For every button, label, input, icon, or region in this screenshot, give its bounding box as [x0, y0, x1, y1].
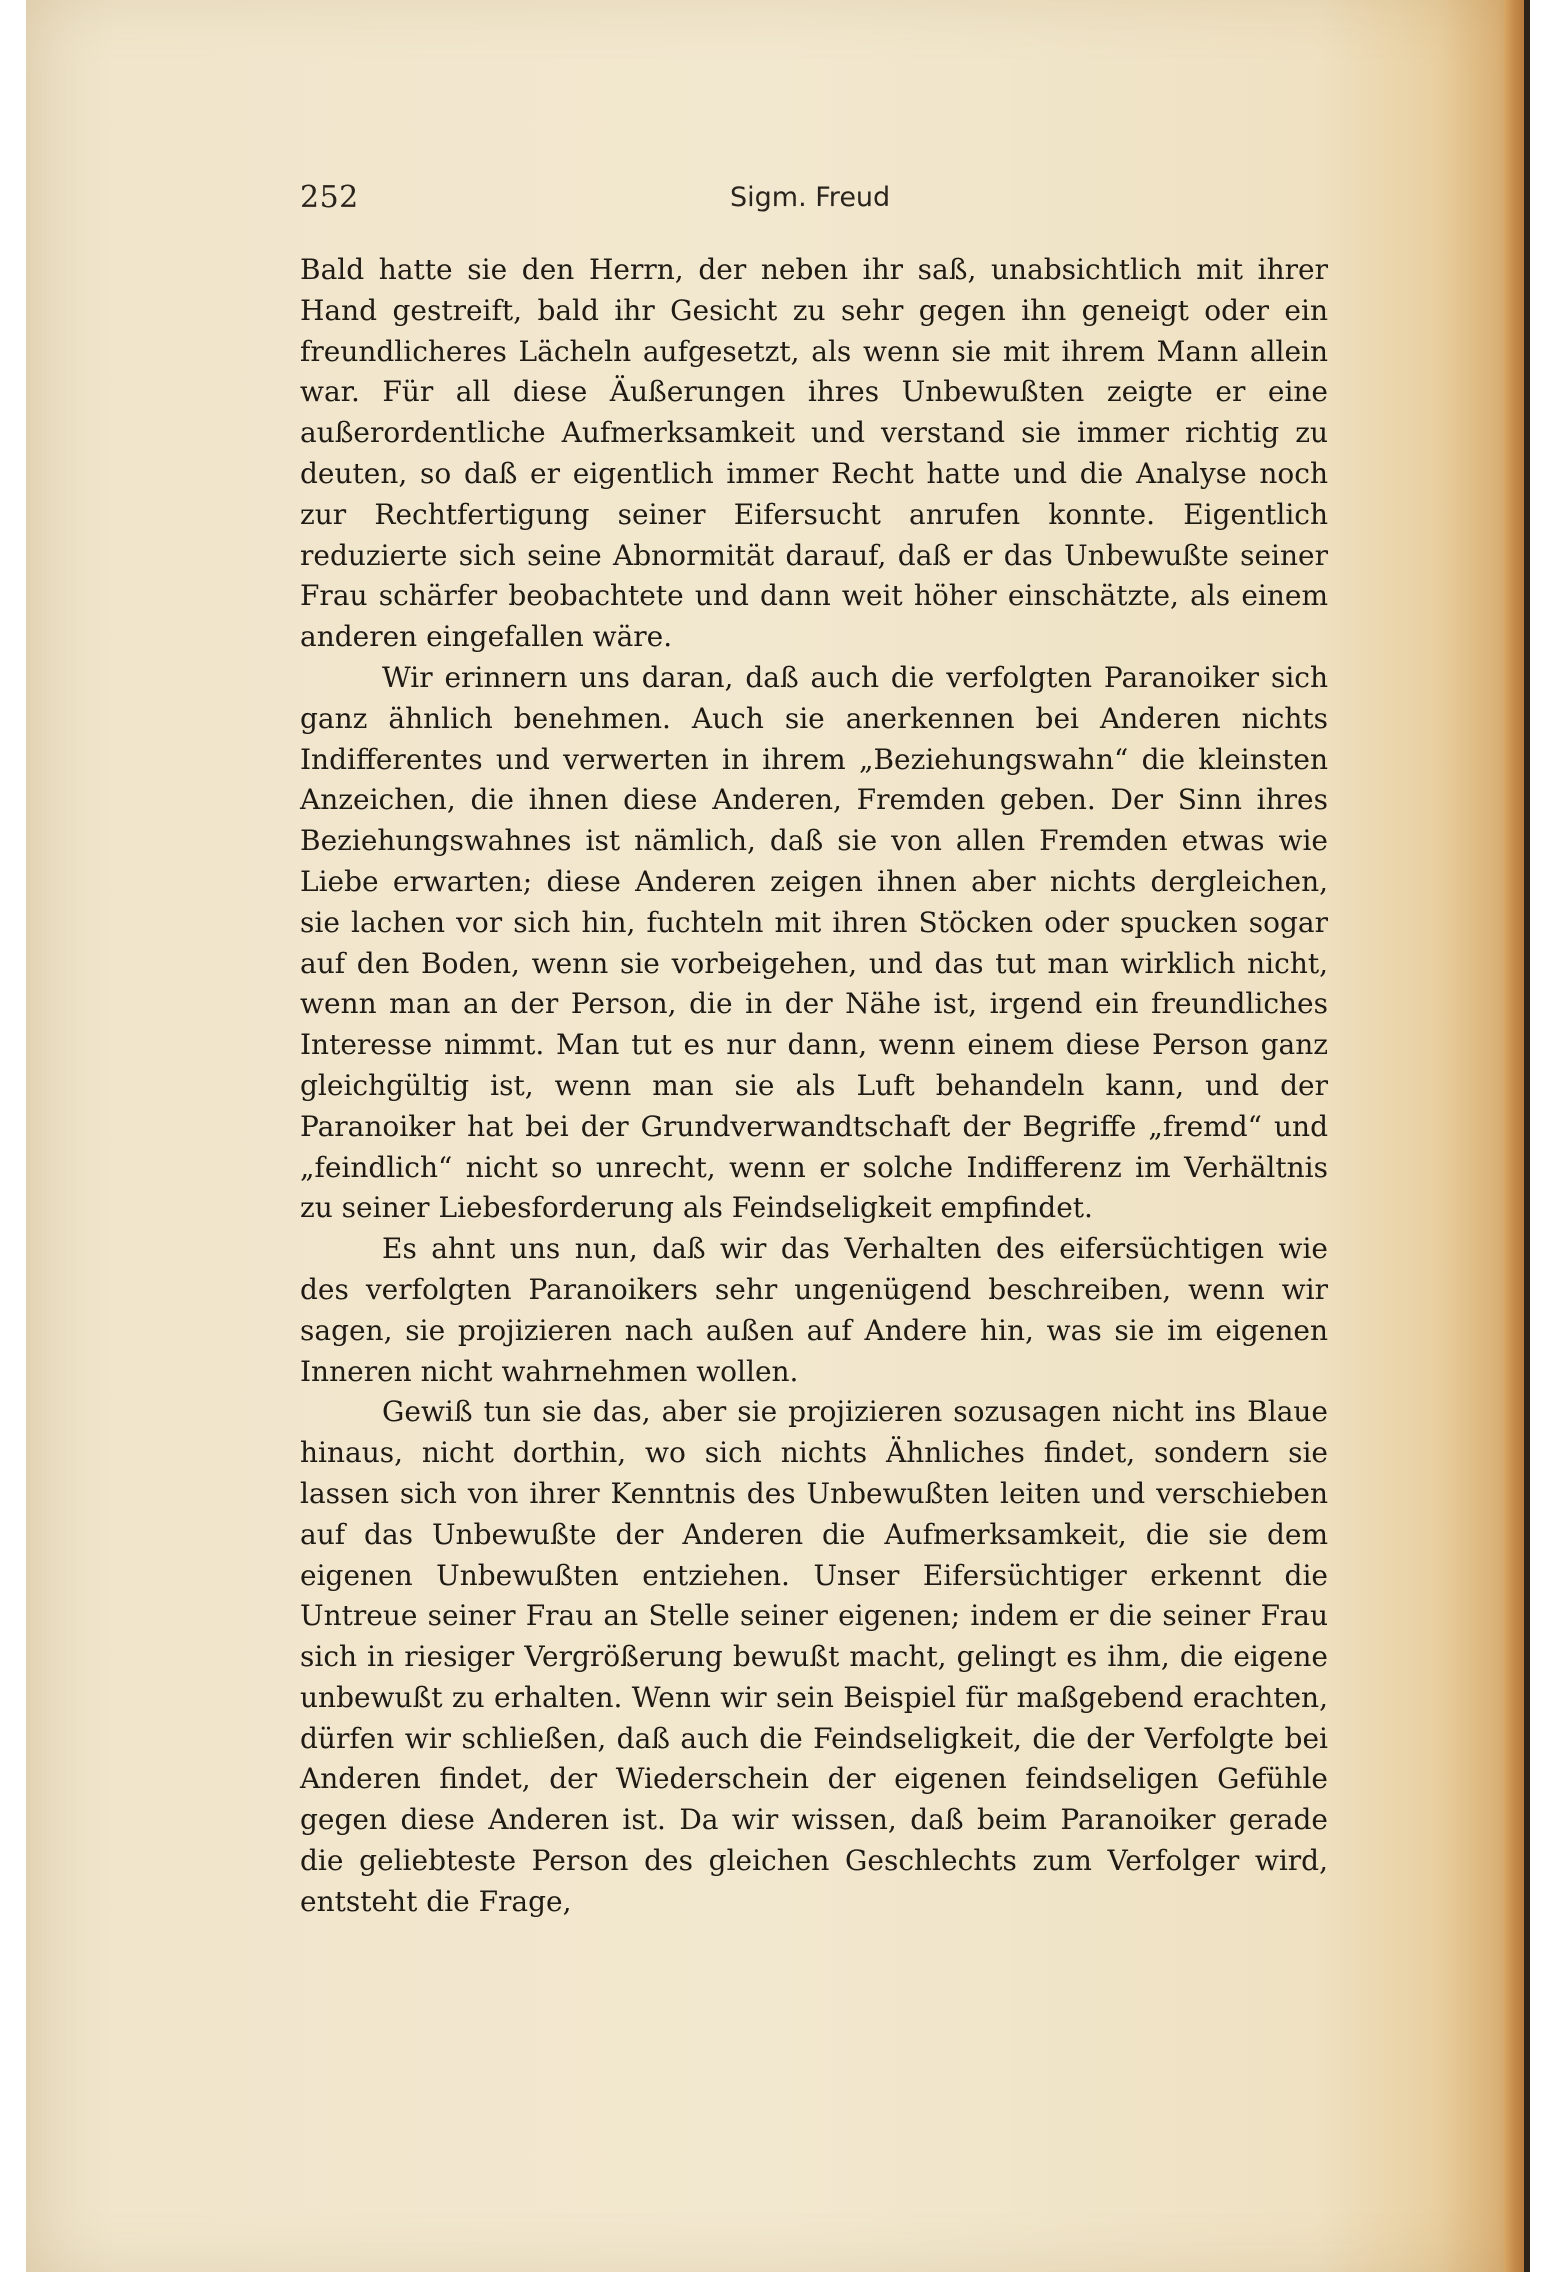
paragraph: Gewiß tun sie das, aber sie projizieren sozusagen nicht ins Blaue hinaus, nicht dorthin, wo sich nichts Ähnliches findet, sondern sie lassen sich von ihrer Kenntnis des Unbewußten leiten und verschieben auf das Unbewußte der Anderen die Aufmerksamkeit, die sie dem eigenen Unbewußten entziehen. Unser Eifersüchtiger erkennt die Untreue seiner Frau an Stelle seiner eigenen; indem er die seiner Frau sich in riesiger Vergrößerung bewußt macht, gelingt es ihm, die eigene unbewußt zu erhalten. Wenn wir sein Beispiel für maßgebend erachten, dürfen wir schließen, daß auch die Feindseligkeit, die der Verfolgte bei Anderen findet, der Wiederschein der eigenen feindseligen Gefühle gegen diese Anderen ist. Da wir wissen, daß beim Paranoiker gerade die geliebteste Person des gleichen Geschlechts zum Verfolger wird, entsteht die Frage,	[300, 1395, 1328, 1918]
paragraph: Wir erinnern uns daran, daß auch die verfolgten Paranoiker sich ganz ähnlich benehmen. Auch sie anerkennen bei Anderen nichts Indifferentes und verwerten in ihrem „Beziehungswahn“ die kleinsten Anzeichen, die ihnen diese Anderen, Fremden geben. Der Sinn ihres Beziehungswahnes ist nämlich, daß sie von allen Fremden etwas wie Liebe erwarten; diese Anderen zeigen ihnen aber nichts dergleichen, sie lachen vor sich hin, fuchteln mit ihren Stöcken oder spucken sogar auf den Boden, wenn sie vorbeigehen, und das tut man wirklich nicht, wenn man an der Person, die in der Nähe ist, irgend ein freundliches Interesse nimmt. Man tut es nur dann, wenn einem diese Person ganz gleichgültig ist, wenn man sie als Luft behandeln kann, und der Paranoiker hat bei der Grundverwandtschaft der Begriffe „fremd“ und „feindlich“ nicht so unrecht, wenn er solche Indifferenz im Verhältnis zu seiner Liebesforderung als Feindseligkeit empfindet.	[300, 660, 1328, 1225]
scan-margin	[1530, 0, 1558, 2272]
paragraph: Es ahnt uns nun, daß wir das Verhalten des eifersüchtigen wie des verfolgten Paranoikers sehr ungenügend beschreiben, wenn wir sagen, sie projizieren nach außen auf Andere hin, was sie im eigenen Inneren nicht wahrnehmen wollen.	[300, 1232, 1328, 1388]
running-head: Sigm. Freud	[730, 182, 891, 213]
paragraph: Bald hatte sie den Herrn, der neben ihr saß, unabsichtlich mit ihrer Hand gestreift, bald ihr Gesicht zu sehr gegen ihn geneigt oder ein freundlicheres Lächeln aufgesetzt, als wenn sie mit ihrem Mann allein war. Für all diese Äußerungen ihres Unbewußten zeigte er eine außerordentliche Aufmerksamkeit und verstand sie immer richtig zu deuten, so daß er eigentlich immer Recht hatte und die Analyse noch zur Rechtfertigung seiner Eifersucht anrufen konnte. Eigentlich reduzierte sich seine Abnormität darauf, daß er das Unbewußte seiner Frau schärfer beobachtete und dann weit höher einschätzte, als einem anderen eingefallen wäre.	[300, 253, 1328, 654]
page-number: 252	[300, 180, 359, 215]
page-edge-stain	[1504, 0, 1524, 2272]
page-header	[300, 180, 1330, 224]
body-text	[300, 250, 1328, 1923]
